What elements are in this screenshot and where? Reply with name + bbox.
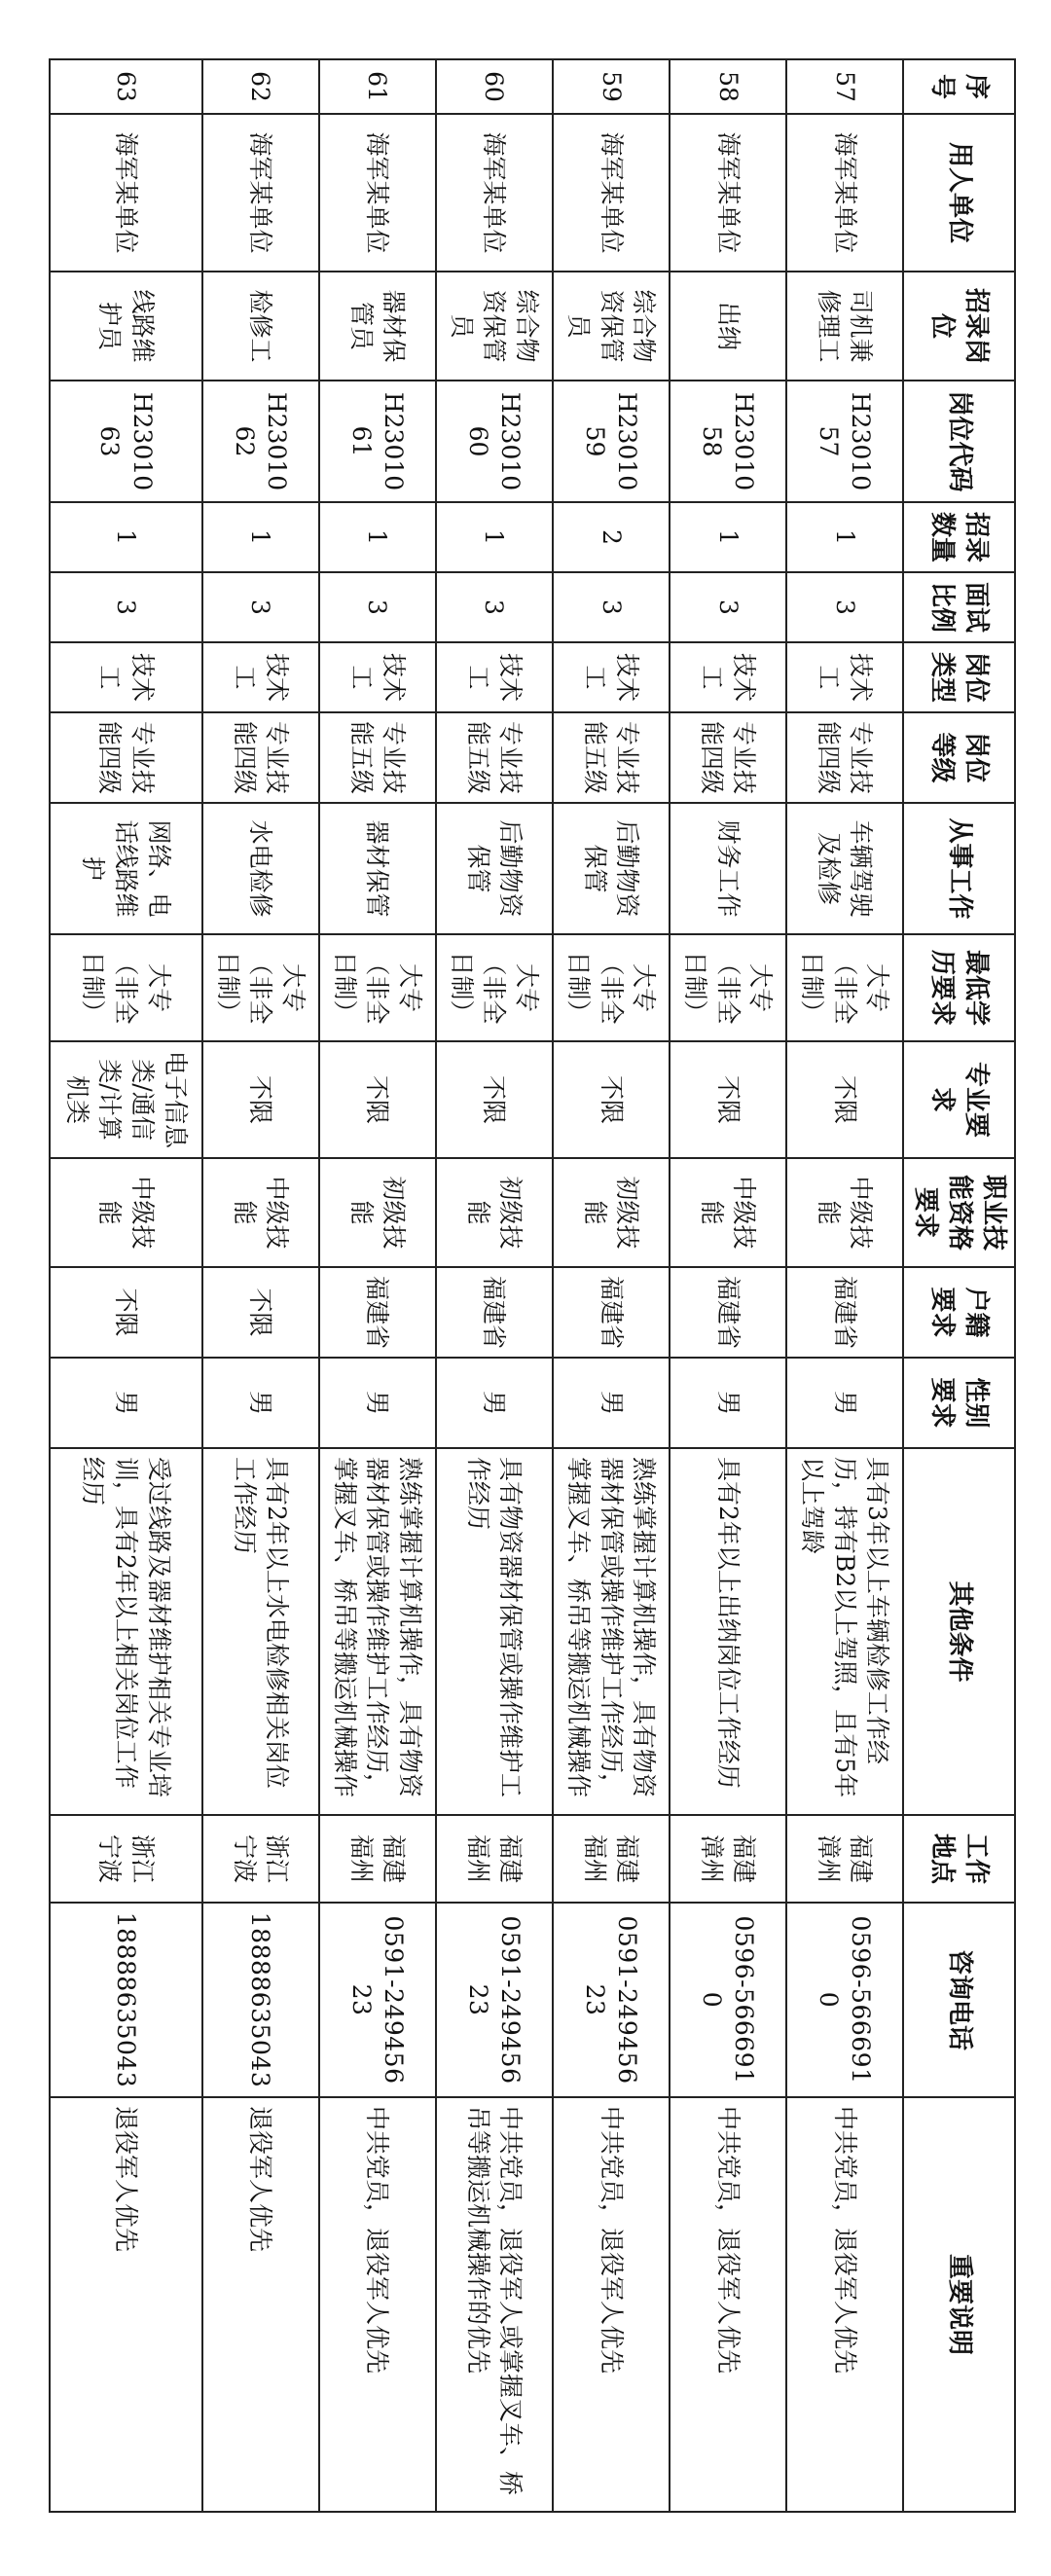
cell-work: 车辆驾驶及检修 bbox=[786, 803, 903, 934]
header-position: 招录岗位 bbox=[903, 272, 1015, 381]
cell-other: 具有3年以上车辆检修工作经历，持有B2以上驾照，且有5年以上驾龄 bbox=[786, 1448, 903, 1815]
cell-education: 大专（非全日制） bbox=[553, 934, 670, 1041]
cell-position: 检修工 bbox=[202, 272, 319, 381]
cell-qualification: 中级技能 bbox=[786, 1158, 903, 1267]
cell-ratio: 3 bbox=[319, 572, 436, 642]
cell-location: 福建福州 bbox=[319, 1815, 436, 1903]
cell-quota: 1 bbox=[319, 502, 436, 572]
header-major: 专业要求 bbox=[903, 1041, 1015, 1158]
header-code: 岗位代码 bbox=[903, 381, 1015, 502]
cell-location: 福建漳州 bbox=[670, 1815, 786, 1903]
cell-notes: 中共党员，退役军人优先 bbox=[786, 2097, 903, 2512]
header-phone: 咨询电话 bbox=[903, 1903, 1015, 2097]
cell-qualification: 中级技能 bbox=[202, 1158, 319, 1267]
header-work: 从事工作 bbox=[903, 803, 1015, 934]
cell-education: 大专（非全日制） bbox=[436, 934, 553, 1041]
cell-type: 技术工 bbox=[553, 642, 670, 712]
cell-location: 福建福州 bbox=[436, 1815, 553, 1903]
cell-education: 大专（非全日制） bbox=[786, 934, 903, 1041]
header-education: 最低学历要求 bbox=[903, 934, 1015, 1041]
cell-grade: 专业技能四级 bbox=[670, 712, 786, 803]
cell-other: 熟练掌握计算机操作，具有物资器材保管或操作维护工作经历，掌握叉车、桥吊等搬运机械操作 bbox=[319, 1448, 436, 1815]
cell-code: H2301063 bbox=[50, 381, 202, 502]
rotated-table-wrapper bbox=[49, 58, 1016, 2511]
cell-location: 浙江宁波 bbox=[50, 1815, 202, 1903]
header-seq: 序号 bbox=[903, 59, 1015, 114]
cell-phone: 0591-24945623 bbox=[319, 1903, 436, 2097]
cell-hukou: 福建省 bbox=[436, 1267, 553, 1358]
cell-work: 器材保管 bbox=[319, 803, 436, 934]
header-interview-ratio: 面试比例 bbox=[903, 572, 1015, 642]
cell-qualification: 中级技能 bbox=[50, 1158, 202, 1267]
cell-other: 具有2年以上水电检修相关岗位工作经历 bbox=[202, 1448, 319, 1815]
cell-quota: 1 bbox=[786, 502, 903, 572]
cell-phone: 0591-24945623 bbox=[553, 1903, 670, 2097]
cell-ratio: 3 bbox=[553, 572, 670, 642]
cell-education: 大专（非全日制） bbox=[670, 934, 786, 1041]
cell-seq: 58 bbox=[670, 59, 786, 114]
cell-location: 浙江宁波 bbox=[202, 1815, 319, 1903]
cell-notes: 中共党员，退役军人优先 bbox=[319, 2097, 436, 2512]
table-row bbox=[786, 59, 903, 2512]
cell-seq: 62 bbox=[202, 59, 319, 114]
cell-other: 具有2年以上出纳岗位工作经历 bbox=[670, 1448, 786, 1815]
cell-seq: 60 bbox=[436, 59, 553, 114]
cell-quota: 1 bbox=[202, 502, 319, 572]
cell-hukou: 福建省 bbox=[553, 1267, 670, 1358]
cell-grade: 专业技能五级 bbox=[553, 712, 670, 803]
cell-ratio: 3 bbox=[786, 572, 903, 642]
cell-qualification: 初级技能 bbox=[319, 1158, 436, 1267]
cell-employer: 海军某单位 bbox=[50, 114, 202, 272]
cell-major: 不限 bbox=[319, 1041, 436, 1158]
cell-hukou: 不限 bbox=[202, 1267, 319, 1358]
cell-other: 具有物资器材保管或操作维护工作经历 bbox=[436, 1448, 553, 1815]
cell-position: 线路维护员 bbox=[50, 272, 202, 381]
cell-gender: 男 bbox=[50, 1358, 202, 1448]
cell-type: 技术工 bbox=[202, 642, 319, 712]
header-location: 工作地点 bbox=[903, 1815, 1015, 1903]
cell-education: 大专（非全日制） bbox=[50, 934, 202, 1041]
cell-grade: 专业技能五级 bbox=[436, 712, 553, 803]
cell-code: H2301057 bbox=[786, 381, 903, 502]
cell-hukou: 福建省 bbox=[786, 1267, 903, 1358]
cell-employer: 海军某单位 bbox=[436, 114, 553, 272]
cell-position: 出纳 bbox=[670, 272, 786, 381]
cell-code: H2301061 bbox=[319, 381, 436, 502]
cell-education: 大专（非全日制） bbox=[202, 934, 319, 1041]
cell-employer: 海军某单位 bbox=[786, 114, 903, 272]
cell-location: 福建漳州 bbox=[786, 1815, 903, 1903]
cell-major: 电子信息类/通信类/计算机类 bbox=[50, 1041, 202, 1158]
cell-type: 技术工 bbox=[670, 642, 786, 712]
header-row bbox=[903, 59, 1015, 2512]
table-row bbox=[436, 59, 553, 2512]
cell-quota: 2 bbox=[553, 502, 670, 572]
cell-major: 不限 bbox=[202, 1041, 319, 1158]
cell-quota: 1 bbox=[436, 502, 553, 572]
header-quota: 招录数量 bbox=[903, 502, 1015, 572]
cell-ratio: 3 bbox=[202, 572, 319, 642]
cell-ratio: 3 bbox=[50, 572, 202, 642]
cell-grade: 专业技能四级 bbox=[50, 712, 202, 803]
header-hukou: 户籍要求 bbox=[903, 1267, 1015, 1358]
cell-gender: 男 bbox=[786, 1358, 903, 1448]
cell-work: 财务工作 bbox=[670, 803, 786, 934]
cell-gender: 男 bbox=[670, 1358, 786, 1448]
cell-major: 不限 bbox=[786, 1041, 903, 1158]
cell-qualification: 初级技能 bbox=[436, 1158, 553, 1267]
cell-seq: 59 bbox=[553, 59, 670, 114]
cell-work: 后勤物资保管 bbox=[436, 803, 553, 934]
cell-gender: 男 bbox=[553, 1358, 670, 1448]
cell-quota: 1 bbox=[50, 502, 202, 572]
cell-location: 福建福州 bbox=[553, 1815, 670, 1903]
cell-code: H2301062 bbox=[202, 381, 319, 502]
cell-gender: 男 bbox=[202, 1358, 319, 1448]
cell-work: 水电检修 bbox=[202, 803, 319, 934]
cell-notes: 退役军人优先 bbox=[50, 2097, 202, 2512]
cell-hukou: 福建省 bbox=[670, 1267, 786, 1358]
cell-ratio: 3 bbox=[670, 572, 786, 642]
cell-education: 大专（非全日制） bbox=[319, 934, 436, 1041]
cell-other: 受过线路及器材维护相关专业培训，具有2年以上相关岗位工作经历 bbox=[50, 1448, 202, 1815]
cell-ratio: 3 bbox=[436, 572, 553, 642]
header-other: 其他条件 bbox=[903, 1448, 1015, 1815]
cell-employer: 海军某单位 bbox=[202, 114, 319, 272]
cell-other: 熟练掌握计算机操作，具有物资器材保管或操作维护工作经历，掌握叉车、桥吊等搬运机械操作 bbox=[553, 1448, 670, 1815]
cell-qualification: 初级技能 bbox=[553, 1158, 670, 1267]
cell-major: 不限 bbox=[436, 1041, 553, 1158]
cell-work: 网络、电话线路维护 bbox=[50, 803, 202, 934]
cell-notes: 中共党员，退役军人优先 bbox=[670, 2097, 786, 2512]
header-employer: 用人单位 bbox=[903, 114, 1015, 272]
cell-position: 综合物资保管员 bbox=[436, 272, 553, 381]
table-row bbox=[50, 59, 202, 2512]
cell-grade: 专业技能四级 bbox=[786, 712, 903, 803]
cell-gender: 男 bbox=[436, 1358, 553, 1448]
cell-seq: 57 bbox=[786, 59, 903, 114]
cell-work: 后勤物资保管 bbox=[553, 803, 670, 934]
cell-notes: 退役军人优先 bbox=[202, 2097, 319, 2512]
cell-seq: 63 bbox=[50, 59, 202, 114]
cell-phone: 18888635043 bbox=[50, 1903, 202, 2097]
cell-phone: 0596-5666910 bbox=[670, 1903, 786, 2097]
header-qualification: 职业技能资格要求 bbox=[903, 1158, 1015, 1267]
cell-qualification: 中级技能 bbox=[670, 1158, 786, 1267]
cell-seq: 61 bbox=[319, 59, 436, 114]
cell-hukou: 不限 bbox=[50, 1267, 202, 1358]
cell-type: 技术工 bbox=[786, 642, 903, 712]
cell-major: 不限 bbox=[553, 1041, 670, 1158]
cell-phone: 0596-5666910 bbox=[786, 1903, 903, 2097]
cell-position: 司机兼修理工 bbox=[786, 272, 903, 381]
cell-grade: 专业技能四级 bbox=[202, 712, 319, 803]
table-row bbox=[202, 59, 319, 2512]
header-grade: 岗位等级 bbox=[903, 712, 1015, 803]
cell-hukou: 福建省 bbox=[319, 1267, 436, 1358]
cell-notes: 中共党员，退役军人优先 bbox=[553, 2097, 670, 2512]
cell-code: H2301059 bbox=[553, 381, 670, 502]
cell-type: 技术工 bbox=[50, 642, 202, 712]
cell-employer: 海军某单位 bbox=[670, 114, 786, 272]
cell-type: 技术工 bbox=[319, 642, 436, 712]
cell-position: 器材保管员 bbox=[319, 272, 436, 381]
cell-gender: 男 bbox=[319, 1358, 436, 1448]
cell-type: 技术工 bbox=[436, 642, 553, 712]
cell-phone: 0591-24945623 bbox=[436, 1903, 553, 2097]
cell-phone: 18888635043 bbox=[202, 1903, 319, 2097]
cell-employer: 海军某单位 bbox=[319, 114, 436, 272]
header-gender: 性别要求 bbox=[903, 1358, 1015, 1448]
recruitment-table bbox=[49, 58, 1016, 2513]
table-row bbox=[319, 59, 436, 2512]
cell-quota: 1 bbox=[670, 502, 786, 572]
table-row bbox=[670, 59, 786, 2512]
cell-position: 综合物资保管员 bbox=[553, 272, 670, 381]
header-notes: 重要说明 bbox=[903, 2097, 1015, 2512]
header-type: 岗位类型 bbox=[903, 642, 1015, 712]
cell-code: H2301058 bbox=[670, 381, 786, 502]
cell-notes: 中共党员，退役军人或掌握叉车、桥吊等搬运机械操作的优先 bbox=[436, 2097, 553, 2512]
cell-grade: 专业技能五级 bbox=[319, 712, 436, 803]
table-row bbox=[553, 59, 670, 2512]
cell-major: 不限 bbox=[670, 1041, 786, 1158]
cell-code: H2301060 bbox=[436, 381, 553, 502]
cell-employer: 海军某单位 bbox=[553, 114, 670, 272]
